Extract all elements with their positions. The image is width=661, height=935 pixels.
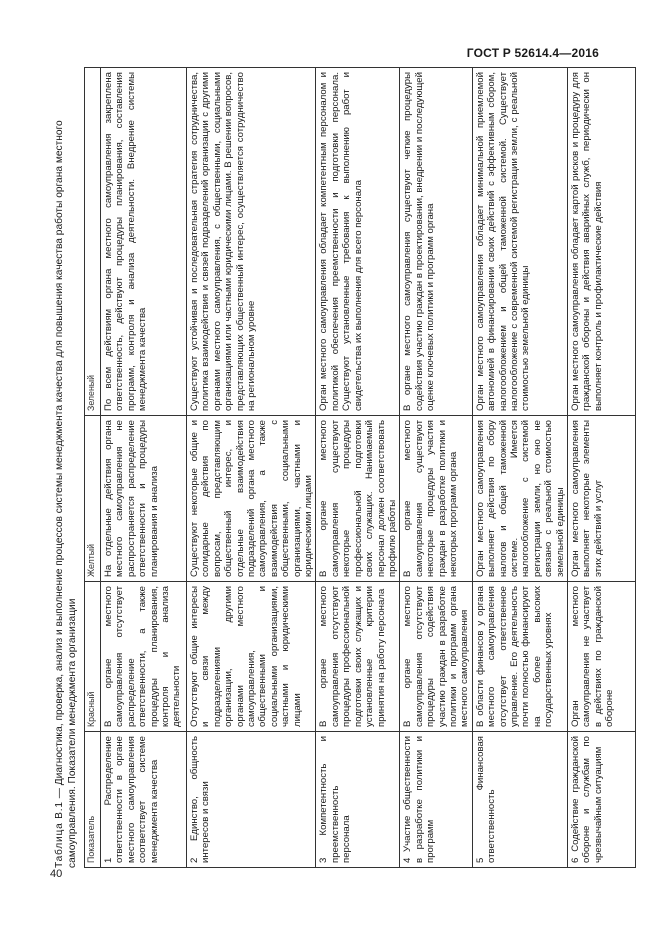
column-header-indicator: Показатель xyxy=(85,732,101,868)
table-label: Таблица В.1 xyxy=(54,801,65,868)
yellow-cell: Существуют некоторые общие и солидарные действия по вопросам, представляющим общественный интерес, и отдельные взаимодействия подразделений органа местного самоуправления, а также взаимодействия с общественными, социальными организациями, частными и юридическими лицами xyxy=(187,416,316,582)
red-cell: В органе местного самоуправления отсутствует распределение ответственности, а также процедуры планирования, контроля и анализа деятельности xyxy=(101,582,187,732)
quality-diagnostics-table xyxy=(84,67,636,868)
table-row xyxy=(101,68,187,868)
table-caption xyxy=(54,68,81,868)
yellow-cell: Орган местного самоуправления выполняет действия по сбору налогов и общей таможенной системе. Имеется налогообложение с системой регистрации земли, но оно не связано с реальной стоимостью земельной единицы xyxy=(472,416,567,582)
green-cell: Орган местного самоуправления обладает компетентным персоналом и политикой обеспечения преемственности и подготовки персонала. Существуют установленные требования к выполнению работ и свидетельства их выполнения для всего персонала xyxy=(316,68,400,416)
yellow-cell: В органе местного самоуправления существуют некоторые процедуры участия граждан в разработке политики и некоторых программ органа xyxy=(400,416,472,582)
page-number: 40 xyxy=(50,868,63,880)
indicator-cell: 4 Участие общественности в разработке политики и программ xyxy=(400,732,472,868)
column-header-red: Красный xyxy=(85,582,101,732)
column-header-yellow: Желтый xyxy=(85,416,101,582)
green-cell: Орган местного самоуправления обладает картой рисков и процедуру для гражданской обороны и действия аварийных служб, периодически он выполняет контроль и профилактические действия xyxy=(568,68,636,416)
table-row xyxy=(187,68,316,868)
indicator-cell: 6 Содействие гражданской обороне и службам по чрезвычайным ситуациям xyxy=(568,732,636,868)
table-row xyxy=(568,68,636,868)
table-row xyxy=(400,68,472,868)
green-cell: По всем действиям органа местного самоуправления закреплена ответственность, действуют процедуры планирования, составления программ, контроля и анализа деятельности. Внедрение системы менеджмента качества xyxy=(101,68,187,416)
indicator-cell: 1 Распределение ответственности в органе местного самоуправления соответствует системе менеджмента качества xyxy=(101,732,187,868)
green-cell: Орган местного самоуправления обладает минимальной приемлемой автономией в финансировании своих действий с эффективным сбором, налогообложением и общей таможенной системой. Существует налогообложение с современной системой регистрации земли, с реальной стоимостью земельной единицы xyxy=(472,68,567,416)
document-code: ГОСТ Р 52614.4—2016 xyxy=(466,46,599,60)
table-caption-text: — Диагностика, проверка, анализ и выполнение процессов системы менеджмента качества для повышения качества работы органа местного самоуправления. Показатели менеджмента организации xyxy=(54,120,78,868)
red-cell: В органе местного самоуправления отсутствуют процедуры профессиональной подготовки своих служащих и установленные критерии принятия на работу персонала xyxy=(316,582,400,732)
red-cell: Отсутствуют общие интересы и связи между подразделениями организации, другими органами местного самоуправления, общественными и социальными организациями, частными и юридическими лицами xyxy=(187,582,316,732)
green-cell: Существуют устойчивая и последовательная стратегия сотрудничества, политика взаимодействия и связей подразделений организации с другими органами местного самоуправления, с общественными, социальными организациями или частными юридическими лицами. В решении вопросов, представляющих общественный интерес, осуществляется сотрудничество на региональном уровне xyxy=(187,68,316,416)
column-header-green: Зеленый xyxy=(85,68,101,416)
indicator-cell: 2 Единство, общность интересов и связи xyxy=(187,732,316,868)
table-header-row xyxy=(85,68,101,868)
yellow-cell: В органе местного самоуправления существуют некоторые процедуры профессиональной подготовки своих служащих. Нанимаемый персонал должен соответствовать профилю работы xyxy=(316,416,400,582)
green-cell: В органе местного самоуправления существуют четкие процедуры содействия участию граждан в проектировании, внедрении и последующей оценке ключевых политики и программ органа xyxy=(400,68,472,416)
table-row xyxy=(472,68,567,868)
red-cell: В органе местного самоуправления отсутствуют процедуры содействия участию граждан в разработке политики и программ органа местного самоуправления xyxy=(400,582,472,732)
yellow-cell: Орган местного самоуправления выполняет некоторые элементы этих действий и услуг xyxy=(568,416,636,582)
yellow-cell: На отдельные действия органа местного самоуправления не распространяется распределение ответственности и процедуры планирования и анализа xyxy=(101,416,187,582)
red-cell: В области финансов у органа местного самоуправления отсутствует ответственное управление. Его деятельность почти полностью финансируют на более высоких государственных уровнях xyxy=(472,582,567,732)
indicator-cell: 5 Финансовая ответственность xyxy=(472,732,567,868)
rotated-table-block xyxy=(54,68,616,868)
table-row xyxy=(316,68,400,868)
red-cell: Орган местного самоуправления не участвует в действиях по гражданской обороне xyxy=(568,582,636,732)
indicator-cell: 3 Компетентность и преемственность персонала xyxy=(316,732,400,868)
